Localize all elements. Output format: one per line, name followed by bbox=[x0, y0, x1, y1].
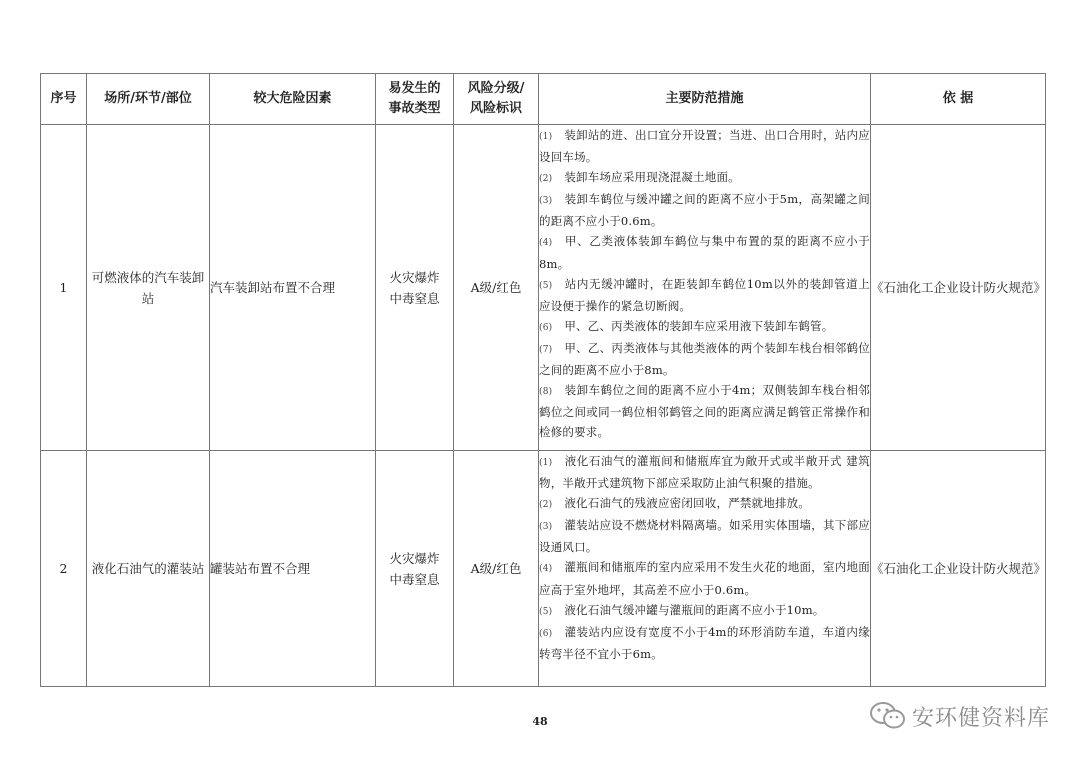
measure-item bbox=[539, 451, 870, 493]
watermark bbox=[868, 700, 1050, 732]
header-accident-line1: 易发生的 bbox=[388, 81, 441, 96]
row-seq: 1 bbox=[41, 125, 87, 451]
header-level-line1: 风险分级/ bbox=[467, 81, 525, 96]
page-number: 48 bbox=[532, 715, 548, 728]
measure-text: 液化石油气缓冲罐与灌瓶间的距离不应小于10m。 bbox=[564, 602, 825, 617]
measure-text: 装卸车场应采用现浇混凝土地面。 bbox=[564, 170, 740, 185]
measure-item bbox=[539, 622, 870, 664]
measure-number: (4) bbox=[539, 238, 553, 249]
row-seq: 2 bbox=[41, 451, 87, 687]
measure-number: (6) bbox=[539, 628, 553, 639]
measure-number: (7) bbox=[539, 344, 553, 355]
measure-text: 灌瓶间和储瓶库的室内应采用不发生火花的地面，室内地面应高于室外地坪，其高差不应小于0.6m。 bbox=[539, 560, 870, 597]
row-measures bbox=[539, 451, 871, 687]
measure-item bbox=[539, 600, 870, 622]
measure-number: (5) bbox=[539, 280, 553, 291]
measure-number: (2) bbox=[539, 174, 553, 185]
measure-item bbox=[539, 557, 870, 599]
header-place: 场所/环节/部位 bbox=[87, 74, 210, 125]
table-header-row bbox=[41, 74, 1046, 125]
measure-text: 甲、乙、丙类液体的装卸车应采用液下装卸车鹤管。 bbox=[564, 318, 834, 333]
row-risk-level: A级/红色 bbox=[454, 125, 539, 451]
measure-item bbox=[539, 189, 870, 231]
measure-number: (3) bbox=[539, 196, 553, 207]
wechat-icon bbox=[868, 700, 908, 732]
accident-line1: 火灾爆炸 bbox=[389, 550, 440, 566]
header-accident-line2: 事故类型 bbox=[388, 101, 441, 116]
row-basis: 《石油化工企业设计防火规范》 bbox=[871, 125, 1046, 451]
measure-item bbox=[539, 493, 870, 515]
accident-line2: 中毒窒息 bbox=[389, 290, 440, 306]
measure-number: (6) bbox=[539, 322, 553, 333]
accident-line2: 中毒窒息 bbox=[389, 571, 440, 587]
row-measures bbox=[539, 125, 871, 451]
measure-number: (2) bbox=[539, 500, 553, 511]
row-hazard: 罐装站布置不合理 bbox=[210, 451, 376, 687]
measure-number: (4) bbox=[539, 564, 553, 575]
measure-item bbox=[539, 125, 870, 167]
measure-number: (1) bbox=[539, 132, 553, 142]
measure-text: 装卸车鹤位与缓冲罐之间的距离不应小于5m，高架罐之间的距离不应小于0.6m。 bbox=[539, 192, 870, 229]
measure-text: 液化石油气的灌瓶间和储瓶库宜为敞开式或半敞开式 建筑物，半敞开式建筑物下部应采取防止油气积聚的措施。 bbox=[539, 454, 870, 491]
row-risk-level: A级/红色 bbox=[454, 451, 539, 687]
watermark-text: 安环健资料库 bbox=[911, 705, 1050, 731]
row-accident-type bbox=[376, 125, 454, 451]
header-seq: 序号 bbox=[41, 74, 87, 125]
row-basis: 《石油化工企业设计防火规范》 bbox=[871, 451, 1046, 687]
header-level-line2: 风险标识 bbox=[469, 101, 522, 116]
header-risk-level bbox=[454, 74, 539, 125]
row-hazard: 汽车装卸站布置不合理 bbox=[210, 125, 376, 451]
measure-number: (3) bbox=[539, 522, 553, 533]
measure-text: 甲、乙类液体装卸车鹤位与集中布置的泵的距离不应小于8m。 bbox=[539, 234, 870, 271]
measure-item bbox=[539, 167, 870, 189]
measure-text: 液化石油气的残液应密闭回收，严禁就地排放。 bbox=[564, 496, 811, 511]
measure-number: (1) bbox=[539, 458, 553, 468]
measure-item bbox=[539, 316, 870, 338]
measure-number: (8) bbox=[539, 387, 553, 398]
measure-item bbox=[539, 231, 870, 273]
measure-item bbox=[539, 515, 870, 557]
accident-line1: 火灾爆炸 bbox=[389, 269, 440, 285]
row-accident-type bbox=[376, 451, 454, 687]
header-basis: 依 据 bbox=[871, 74, 1046, 125]
row-place: 液化石油气的灌装站 bbox=[87, 451, 210, 687]
table-row bbox=[41, 125, 1046, 451]
measure-text: 甲、乙、丙类液体与其他类液体的两个装卸车栈台相邻鹤位之间的距离不应小于8m。 bbox=[539, 340, 870, 378]
header-accident-type bbox=[376, 74, 454, 125]
measure-text: 灌装站内应设有宽度不小于4m的环形消防车道，车道内缘转弯半径不宜小于6m。 bbox=[539, 624, 870, 661]
measure-text: 装卸站的进、出口宜分开设置；当进、出口合用时，站内应设回车场。 bbox=[539, 128, 870, 165]
measure-item bbox=[539, 380, 870, 442]
measure-item bbox=[539, 338, 870, 380]
measure-text: 灌装站应设不燃烧材料隔离墙。如采用实体围墙，其下部应设通风口。 bbox=[539, 518, 870, 555]
header-measures: 主要防范措施 bbox=[539, 74, 871, 125]
header-hazard: 较大危险因素 bbox=[210, 74, 376, 125]
measure-text: 装卸车鹤位之间的距离不应小于4m；双侧装卸车栈台相邻鹤位之间或同一鹤位相邻鹤管之间的距离应满足鹤管正常操作和检修的要求。 bbox=[539, 383, 870, 440]
row-place: 可燃液体的汽车装卸站 bbox=[87, 125, 210, 451]
risk-table bbox=[40, 73, 1046, 687]
measure-number: (5) bbox=[539, 606, 553, 617]
table-row bbox=[41, 451, 1046, 687]
measure-text: 站内无缓冲罐时，在距装卸车鹤位10m以外的装卸管道上应设便于操作的紧急切断阀。 bbox=[539, 276, 870, 313]
measure-item bbox=[539, 274, 870, 316]
